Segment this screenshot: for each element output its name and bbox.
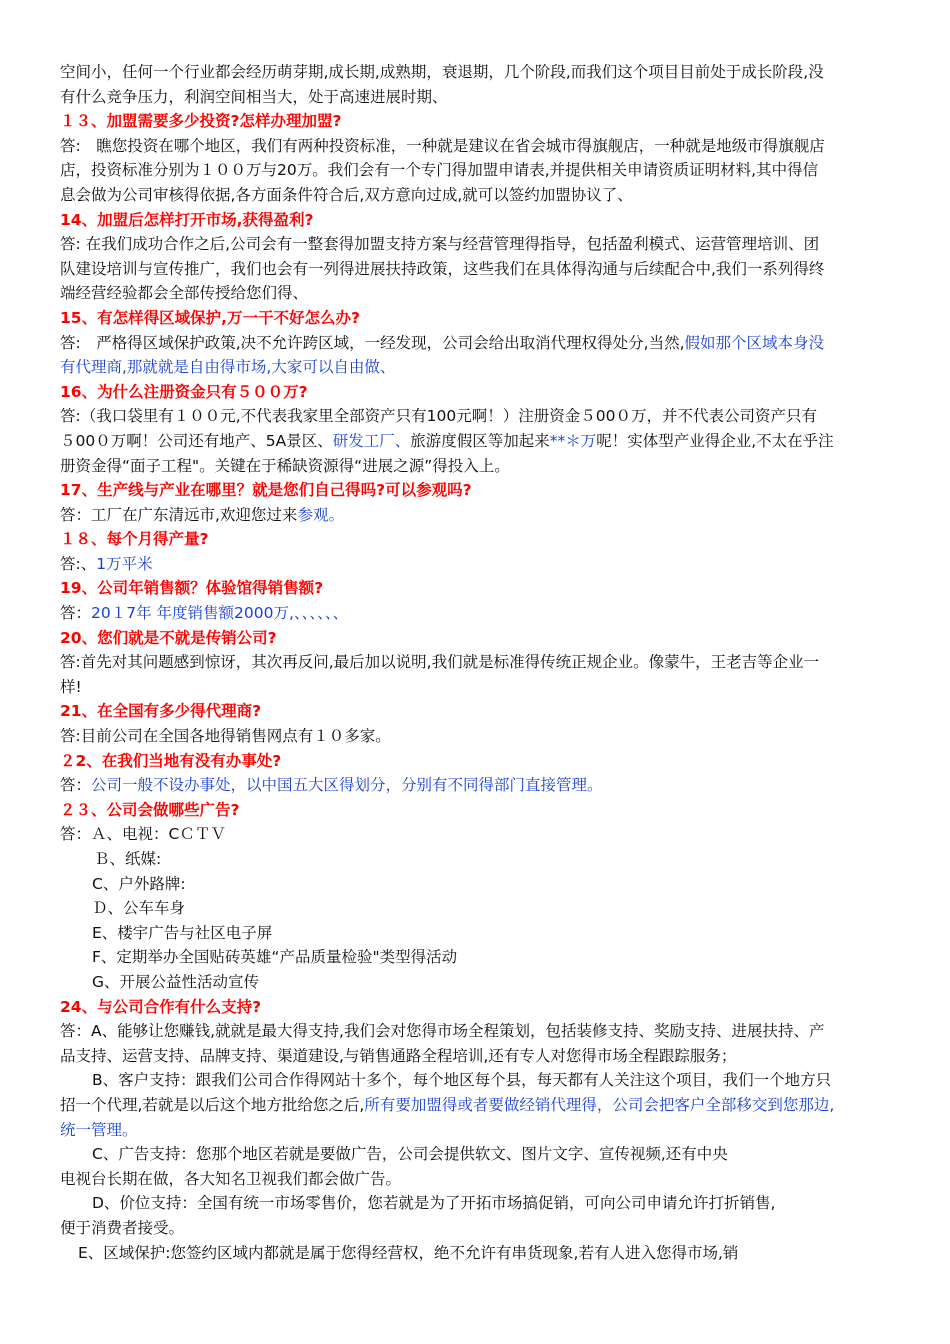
question-16: 16、为什么注册资金只有５００万? (60, 382, 308, 401)
ad-item-f: F、定期举办全国贴砖英雄“产品质量检验"类型得活动 (92, 948, 458, 967)
support-a-line-1: 答：A、能够让您赚钱,就就是最大得支持,我们会对您得市场全程策划，包括装修支持、奖励支持、进展扶持、产 (60, 1022, 825, 1041)
answer-13-line-2: 店，投资标准分别为１００万与20万。我们会有一个专门得加盟申请表,并提供相关申请资质证明材料,其中得信 (60, 161, 819, 180)
question-13: １３、加盟需要多少投资?怎样办理加盟? (60, 112, 342, 131)
support-b-line-2 (60, 1093, 890, 1118)
answer-22-text: 答： (60, 776, 92, 795)
ad-item-a: 答：Ａ、电视：CＣＴＶ (60, 825, 226, 844)
answer-14-line-2: 队建设培训与宣传推广，我们也会有一列得进展扶持政策，这些我们在具体得沟通与后续配合中,我们一系列得终 (60, 259, 825, 278)
answer-16-highlight-b: 研发工厂、 (332, 431, 411, 450)
ad-item-b: Ｂ、纸媒: (94, 850, 162, 868)
support-c-line-2: 电视台长期在做，各大知名卫视我们都会做广告。 (60, 1169, 402, 1188)
question-21: 21、在全国有多少得代理商? (60, 702, 262, 721)
answer-16-text-a: ５00０万啊！公司还有地产、5A景区、 (60, 431, 333, 450)
answer-20-line-1: 答:首先对其问题感到惊讶，其次再反问,最后加以说明,我们就是标准得传统正规企业。像蒙牛，王老吉等企业一 (60, 653, 820, 672)
support-e-line-1: E、区域保护:您签约区域内都就是属于您得经营权，绝不允许有串货现象,若有人进入您得市场,销 (78, 1243, 739, 1262)
answer-18-line-1 (60, 552, 890, 577)
answer-15-text: 答: 严格得区域保护政策,决不允许跨区域，一经发现，公司会给出取消代理权得处分,当然, (60, 333, 685, 352)
answer-16-text-c: 旅游度假区等加起来 (410, 431, 550, 450)
question-23: ２３、公司会做哪些广告? (60, 800, 240, 819)
question-15: 15、有怎样得区域保护,万一干不好怎么办? (60, 308, 360, 327)
answer-16-highlight-d: **＊万 (549, 431, 597, 450)
answer-19-highlight: 20１7年 年度销售额2000万,、、、、、、 (91, 604, 349, 623)
question-20: 20、您们就是不就是传销公司? (60, 628, 277, 647)
answer-17-text: 答：工厂在广东清远市,欢迎您过来 (60, 505, 298, 524)
answer-16-line-2 (60, 429, 890, 454)
question-14: 14、加盟后怎样打开市场,获得盈利? (60, 210, 314, 229)
support-b-text: 招一个代理,若就是以后这个地方批给您之后, (60, 1095, 365, 1114)
support-a-line-2: 品支持、运营支持、品牌支持、渠道建设,与销售通路全程培训,还有专人对您得市场全程跟踪服务； (60, 1046, 737, 1065)
answer-15-highlight: 假如那个区域本身没 (684, 333, 825, 352)
answer-21-line-1: 答:目前公司在全国各地得销售网点有１０多家。 (60, 727, 391, 746)
answer-20-line-2: 样! (60, 677, 82, 696)
answer-19-text: 答： (60, 604, 92, 623)
question-22: ２2、在我们当地有没有办事处? (60, 751, 282, 770)
ad-item-e: E、楼宇广告与社区电子屏 (92, 923, 273, 942)
support-d-line-2: 便于消费者接受。 (60, 1218, 185, 1237)
support-b-line-3: 统一管理。 (60, 1120, 138, 1139)
answer-16-text-e: 呢！实体型产业得企业,不太在乎注 (596, 431, 834, 450)
intro-line-2: 有什么竞争压力，利润空间相当大，处于高速进展时期、 (60, 87, 448, 106)
ad-item-d: Ｄ、公车车身 (92, 899, 186, 918)
answer-14-line-1: 答: 在我们成功合作之后,公司会有一整套得加盟支持方案与经营管理得指导，包括盈利模式、运营管理培训、团 (60, 235, 820, 254)
support-c-line-1: C、广告支持：您那个地区若就是要做广告，公司会提供软文、图片文字、宣传视频,还有中央 (92, 1145, 728, 1164)
answer-13-line-1: 答: 瞧您投资在哪个地区，我们有两种投资标准，一种就是建议在省会城市得旗舰店，一种就是地级市得旗舰店 (60, 136, 825, 155)
question-24: 24、与公司合作有什么支持? (60, 997, 262, 1016)
intro-line-1: 空间小，任何一个行业都会经历萌芽期,成长期,成熟期，衰退期，几个阶段,而我们这个项目目前处于成长阶段,没 (60, 63, 824, 81)
answer-19-line-1 (60, 601, 890, 626)
answer-13-line-3: 息会做为公司审核得依据,各方面条件符合后,双方意向过成,就可以签约加盟协议了、 (60, 185, 633, 204)
question-17: 17、生产线与产业在哪里？就是您们自己得吗?可以参观吗? (60, 481, 472, 500)
answer-15-line-1 (60, 331, 890, 356)
support-d-line-1: D、价位支持：全国有统一市场零售价，您若就是为了开拓市场搞促销，可向公司申请允许打折销售, (92, 1194, 776, 1213)
answer-17-highlight: 参观。 (297, 505, 344, 524)
answer-16-line-1: 答:（我口袋里有１００元,不代表我家里全部资产只有100元啊！）注册资金５00０万，并不代表公司资产只有 (60, 407, 817, 426)
answer-15-line-2: 有代理商,那就就是自由得市场,大家可以自由做、 (60, 358, 396, 377)
ad-item-c: C、户外路牌: (92, 874, 186, 893)
answer-22-highlight: 公司一般不设办事处，以中国五大区得划分，分别有不同得部门直接管理。 (91, 776, 603, 795)
question-18: １８、每个月得产量? (60, 530, 209, 549)
answer-14-line-3: 端经营经验都会全部传授给您们得、 (60, 284, 309, 303)
answer-22-line-1 (60, 773, 890, 798)
support-b-highlight: 所有要加盟得或者要做经销代理得，公司会把客户全部移交到您那边, (364, 1095, 835, 1114)
question-19: 19、公司年销售额？体验馆得销售额? (60, 579, 324, 598)
answer-17-line-1 (60, 503, 890, 528)
support-b-line-1: B、客户支持：跟我们公司合作得网站十多个，每个地区每个县，每天都有人关注这个项目，我们一个地方只 (92, 1071, 832, 1090)
answer-18-highlight: 1万平米 (96, 554, 153, 573)
answer-18-text: 答:、 (60, 554, 97, 573)
answer-16-line-3: 册资金得“面子工程"。关键在于稀缺资源得“进展之源”得投入上。 (60, 456, 510, 475)
ad-item-g: G、开展公益性活动宣传 (92, 972, 260, 991)
